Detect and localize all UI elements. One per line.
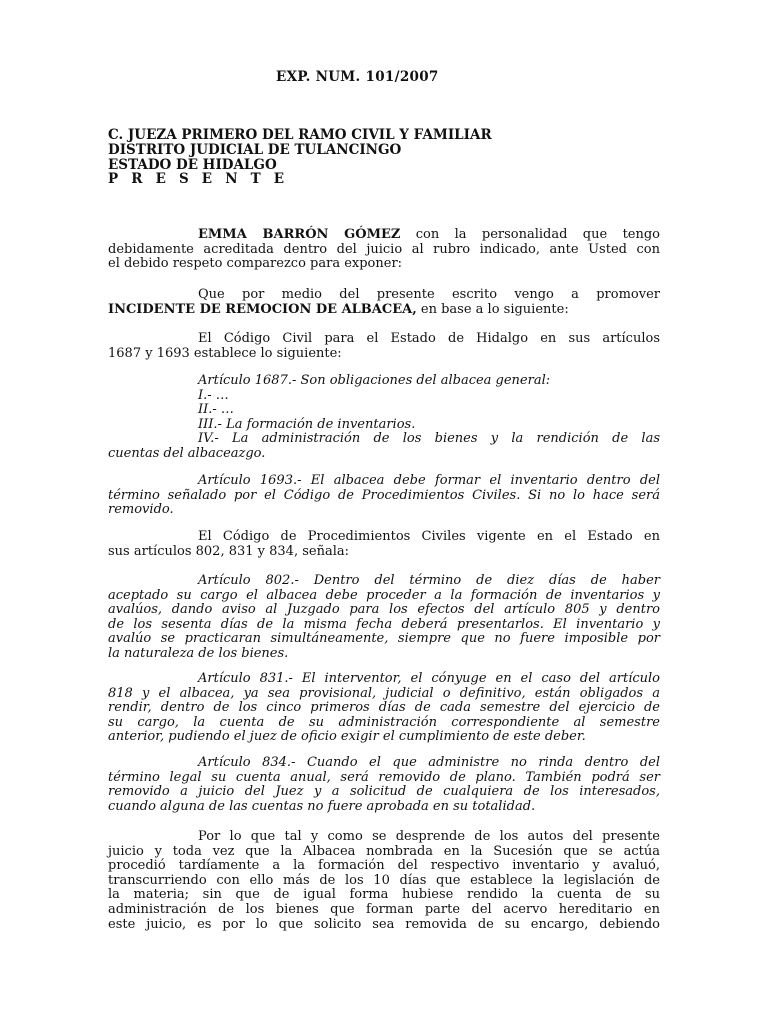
- addressee-line: P R E S E N T E: [108, 171, 289, 188]
- addressee-line: C. JUEZA PRIMERO DEL RAMO CIVIL Y FAMILIAR: [108, 127, 492, 143]
- quote-line: Artículo 1687.- Son obligaciones del albacea general:: [198, 373, 551, 388]
- promote-paragraph: [108, 288, 660, 317]
- quote-line: término señalado por el Código de Procedimientos Civiles. Si no lo hace será: [108, 487, 660, 503]
- paragraph-line: El Código de Procedimientos Civiles vigente en el Estado en: [198, 529, 660, 544]
- final-paragraph: [108, 830, 660, 932]
- paragraph-line: administración de los bienes que forman parte del acervo hereditario en: [108, 901, 660, 917]
- quote-line: cuando alguna de las cuentas no fuere aprobada en su totalidad.: [108, 798, 536, 814]
- procedures-paragraph: [108, 530, 660, 559]
- incident-title: INCIDENTE DE REMOCION DE ALBACEA,: [108, 301, 417, 317]
- paragraph-line: juicio y toda vez que la Albacea nombrada en la Sucesión que se actúa: [108, 843, 660, 859]
- quote-line: III.- La formación de inventarios.: [198, 416, 416, 432]
- quote-line: de los sesenta días de la misma fecha deberá presentarlos. El inventario y: [108, 616, 660, 632]
- quote-line: II.- …: [198, 402, 234, 418]
- quote-line: Artículo 831.- El interventor, el cónyuge en el caso del artículo: [198, 671, 660, 686]
- paragraph-line: INCIDENTE DE REMOCION DE ALBACEA, en base a lo siguiente:: [108, 301, 569, 317]
- addressee-block: [108, 128, 660, 187]
- quote-line: I.- …: [198, 387, 229, 403]
- article-1693: [108, 474, 660, 518]
- paragraph-line: EMMA BARRÓN GÓMEZ con la personalidad que tengo: [198, 227, 661, 242]
- petitioner-name: EMMA BARRÓN GÓMEZ: [198, 227, 401, 242]
- quote-line: término legal su cuenta anual, será removido de plano. También podrá ser: [108, 769, 660, 785]
- addressee-line: DISTRITO JUDICIAL DE TULANCINGO: [108, 141, 402, 158]
- paragraph-line: Por lo que tal y como se desprende de los autos del presente: [198, 829, 660, 844]
- paragraph-line: procedió tardíamente a la formación del respectivo inventario y avaluó,: [108, 858, 660, 874]
- quote-line: cuentas del albaceazgo.: [108, 445, 266, 461]
- quote-line: su cargo, la cuenta de su administración correspondiente al semestre: [108, 714, 660, 730]
- civil-code-paragraph: [108, 332, 660, 361]
- paragraph-line: transcurriendo con ello más de los 10 días que establece la legislación de: [108, 872, 660, 888]
- article-802: [108, 574, 660, 662]
- quote-line: Artículo 802.- Dentro del término de diez días de haber: [198, 573, 660, 588]
- quote-line: aceptado su cargo el albacea debe proceder a la formación de inventarios y: [108, 587, 660, 603]
- paragraph-line: debidamente acreditada dentro del juicio al rubro indicado, ante Usted con: [108, 241, 660, 257]
- quote-line: anterior, pudiendo el juez de oficio exigir el cumplimiento de este deber.: [108, 729, 586, 745]
- paragraph-line: sus artículos 802, 831 y 834, señala:: [108, 543, 349, 559]
- quote-line: rendir, dentro de los cinco primeros días de cada semestre del ejercicio de: [108, 700, 660, 716]
- quote-line: avalúo se practicaran simultáneamente, siempre que no fuere imposible por: [108, 631, 660, 647]
- quote-line: removido.: [108, 502, 174, 518]
- intro-paragraph: [108, 228, 660, 272]
- case-number: EXP. NUM. 101/2007: [276, 69, 439, 85]
- quote-line: 818 y el albacea, ya sea provisional, judicial o definitivo, están obligados a: [108, 685, 660, 701]
- article-834: [108, 756, 660, 814]
- paragraph-line: Que por medio del presente escrito vengo a promover: [198, 287, 660, 302]
- article-1687: [108, 374, 660, 462]
- addressee-line: ESTADO DE HIDALGO: [108, 156, 277, 173]
- quote-line: Artículo 834.- Cuando el que administre no rinda dentro del: [198, 755, 660, 770]
- quote-line: Artículo 1693.- El albacea debe formar el inventario dentro del: [198, 473, 660, 488]
- article-831: [108, 672, 660, 745]
- paragraph-line: la materia; sin que de igual forma hubiese rendido la cuenta de su: [108, 887, 660, 903]
- quote-line: removido a juicio del Juez y a solicitud de cualquiera de los interesados,: [108, 784, 660, 800]
- paragraph-line: El Código Civil para el Estado de Hidalgo en sus artículos: [198, 331, 660, 346]
- quote-line: avalúos, dando aviso al Juzgado para los efectos del artículo 805 y dentro: [108, 602, 660, 618]
- quote-line: la naturaleza de los bienes.: [108, 645, 289, 661]
- paragraph-line: 1687 y 1693 establece lo siguiente:: [108, 345, 342, 361]
- paragraph-line: este juicio, es por lo que solicito sea removida de su encargo, debiendo: [108, 916, 660, 932]
- quote-line: IV.- La administración de los bienes y la rendición de las: [198, 431, 660, 447]
- paragraph-line: el debido respeto comparezco para exponer:: [108, 256, 403, 272]
